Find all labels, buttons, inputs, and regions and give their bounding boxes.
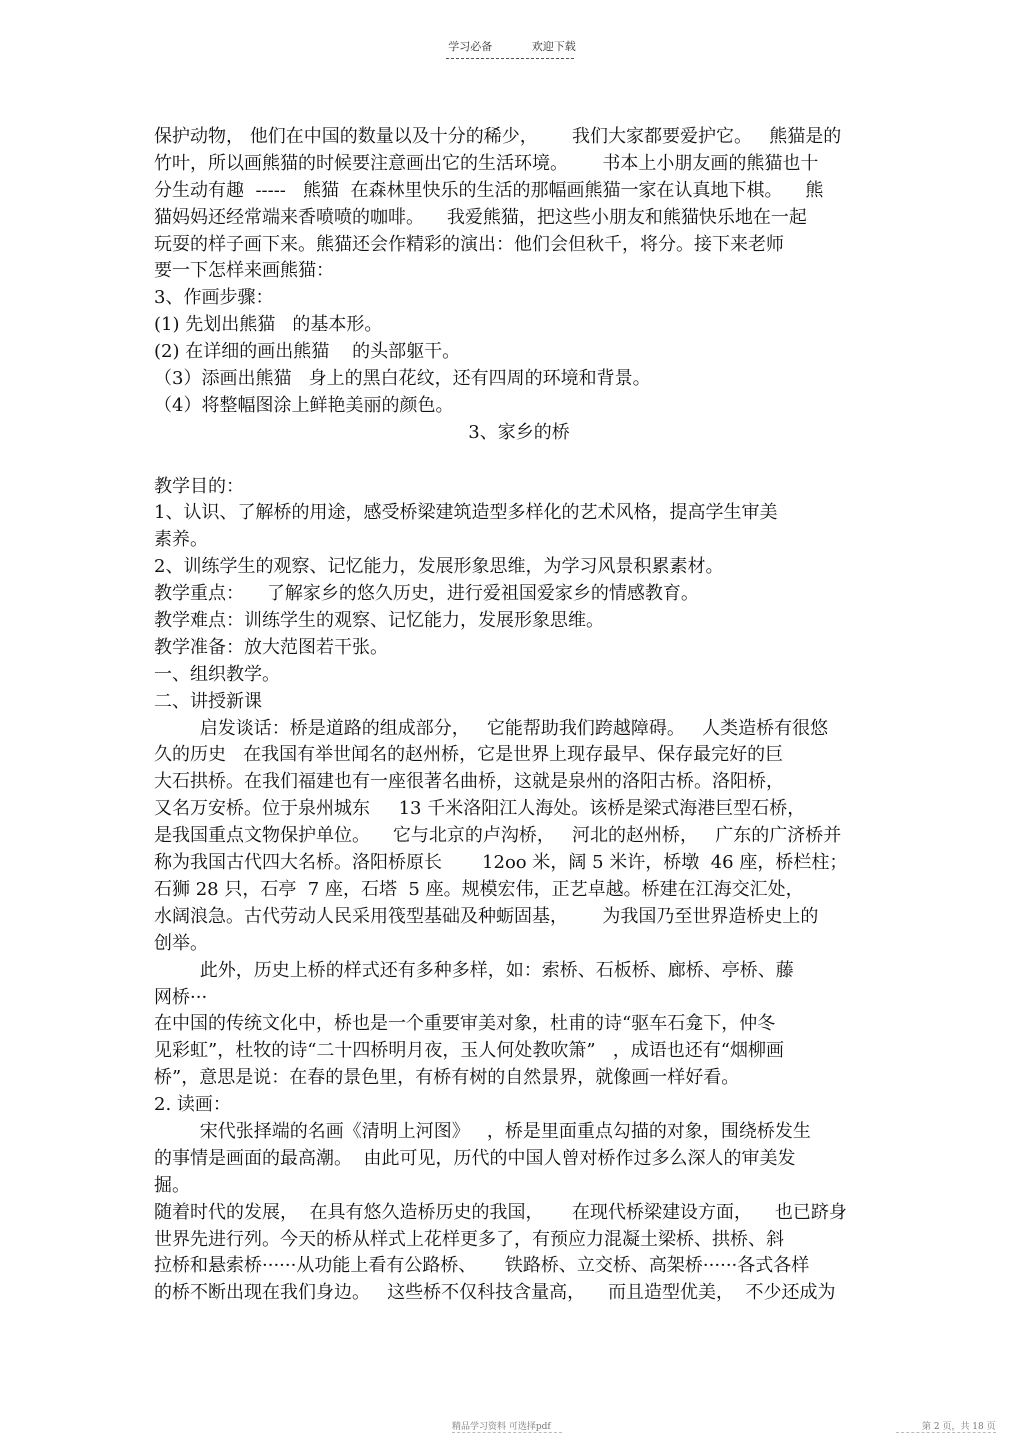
footer-divider-left: [452, 1432, 562, 1433]
text-line: 保护动物， 他们在中国的数量以及十分的稀少， 我们大家都要爱护它。 熊猫是的: [154, 126, 842, 147]
text-line: 一、组织教学。: [154, 663, 280, 685]
text-line: 世界先进行列。今天的桥从样式上花样更多了，有预应力混凝土梁桥、拱桥、斜: [154, 1228, 784, 1250]
text-line: 素养。: [154, 529, 208, 551]
text-line: 掘。: [154, 1174, 190, 1196]
text-line: 见彩虹”，杜牧的诗“二十四桥明月夜，玉人何处教吹箫” ，成语也还有“烟柳画: [154, 1040, 784, 1062]
text-line: 久的历史 在我国有举世闻名的赵州桥，它是世界上现存最早、保存最完好的巨: [154, 744, 784, 766]
text-line: 2、训练学生的观察、记忆能力，发展形象思维，为学习风景积累素材。: [154, 556, 724, 578]
text-line: (1) 先划出熊猫 的基本形。: [154, 314, 383, 336]
text-line: 启发谈话：桥是道路的组成部分， 它能帮助我们跨越障碍。 人类造桥有很悠: [154, 717, 829, 739]
text-line: （4）将整幅图涂上鲜艳美丽的颜色。: [154, 394, 454, 416]
text-line: 教学重点： 了解家乡的悠久历史，进行爱祖国爱家乡的情感教育。: [154, 583, 699, 605]
text-line: 大石拱桥。在我们福建也有一座很著名曲桥，这就是泉州的洛阳古桥。洛阳桥，: [154, 771, 784, 793]
text-line: 此外，历史上桥的样式还有多种多样，如：索桥、石板桥、廊桥、亭桥、藤: [154, 959, 794, 981]
section-title: 3、家乡的桥: [468, 421, 570, 443]
text-line: 3、作画步骤：: [154, 287, 274, 309]
text-line: 教学难点：训练学生的观察、记忆能力，发展形象思维。: [154, 610, 604, 632]
footer-left-text: 精品学习资料 可选择pdf: [452, 1422, 551, 1432]
text-line: 又名万安桥。位于泉州城东 13 千米洛阳江人海处。该桥是梁式海港巨型石桥，: [154, 798, 806, 820]
text-line: 随着时代的发展， 在具有悠久造桥历史的我国， 在现代桥梁建设方面， 也已跻身: [154, 1201, 847, 1223]
text-line: 石狮 28 只，石亭 7 座，石塔 5 座。规模宏伟，正艺卓越。桥建在江海交汇处，: [154, 878, 804, 900]
text-line: 分生动有趣 ----- 熊猫 在森林里快乐的生活的那幅画熊猫一家在认真地下棋。 熊: [154, 179, 824, 201]
blank-line: [154, 447, 884, 474]
text-line: 是我国重点文物保护单位。 它与北京的卢沟桥， 河北的赵州桥， 广东的广济桥并: [154, 825, 842, 847]
text-line: 教学准备：放大范图若干张。: [154, 636, 388, 658]
text-line: 创举。: [154, 932, 208, 954]
text-line: 桥”，意思是说：在春的景色里，有桥有树的自然景界，就像画一样好看。: [154, 1067, 740, 1089]
text-line: 2. 读画：: [154, 1094, 231, 1116]
text-line: 竹叶，所以画熊猫的时候要注意画出它的生活环境。 书本上小朋友画的熊猫也十: [154, 152, 819, 174]
text-line: 称为我国古代四大名桥。洛阳桥原长 12oo 米，阔 5 米许，桥墩 46 座，桥栏柱；: [154, 852, 848, 874]
text-line: 的桥不断出现在我们身边。 这些桥不仅科技含量高， 而且造型优美， 不少还成为: [154, 1282, 836, 1304]
text-line: 1、认识、了解桥的用途，感受桥梁建筑造型多样化的艺术风格，提高学生审美: [154, 502, 778, 524]
text-line: 要一下怎样来画熊猫：: [154, 260, 334, 282]
text-line: 玩耍的样子画下来。熊猫还会作精彩的演出：他们会但秋千，将分。接下来老师: [154, 233, 784, 255]
document-body: [154, 124, 884, 1307]
text-line: 在中国的传统文化中，桥也是一个重要审美对象，杜甫的诗“驱车石龛下，仲冬: [154, 1013, 776, 1035]
text-line: 教学目的：: [154, 475, 244, 497]
text-line: 宋代张择端的名画《清明上河图》 ，桥是里面重点勾描的对象，围绕桥发生: [154, 1120, 811, 1142]
footer-page-number: 第 2 页，共 18 页: [922, 1422, 996, 1432]
header-left-text: 学习必备: [448, 40, 493, 53]
footer-divider-right: [896, 1432, 996, 1433]
text-line: 网桥···: [154, 986, 208, 1008]
text-line: (2) 在详细的画出熊猫 的头部躯干。: [154, 341, 461, 363]
text-line: 二、讲授新课: [154, 690, 262, 712]
text-line: 猫妈妈还经常端来香喷喷的咖啡。 我爱熊猫，把这些小朋友和熊猫快乐地在一起: [154, 206, 807, 228]
header-divider: [446, 58, 574, 59]
text-line: 的事情是画面的最高潮。 由此可见，历代的中国人曾对桥作过多么深人的审美发: [154, 1147, 796, 1169]
page-header: [0, 38, 1024, 54]
header-right-text: 欢迎下载: [531, 40, 576, 53]
text-line: （3）添画出熊猫 身上的黑白花纹，还有四周的环境和背景。: [154, 368, 651, 390]
text-line: 拉桥和悬索桥······从功能上看有公路桥、 铁路桥、立交桥、高架桥······各式各样: [154, 1255, 810, 1277]
text-line: 水阔浪急。古代劳动人民采用筏型基础及种蛎固基， 为我国乃至世界造桥史上的: [154, 905, 819, 927]
